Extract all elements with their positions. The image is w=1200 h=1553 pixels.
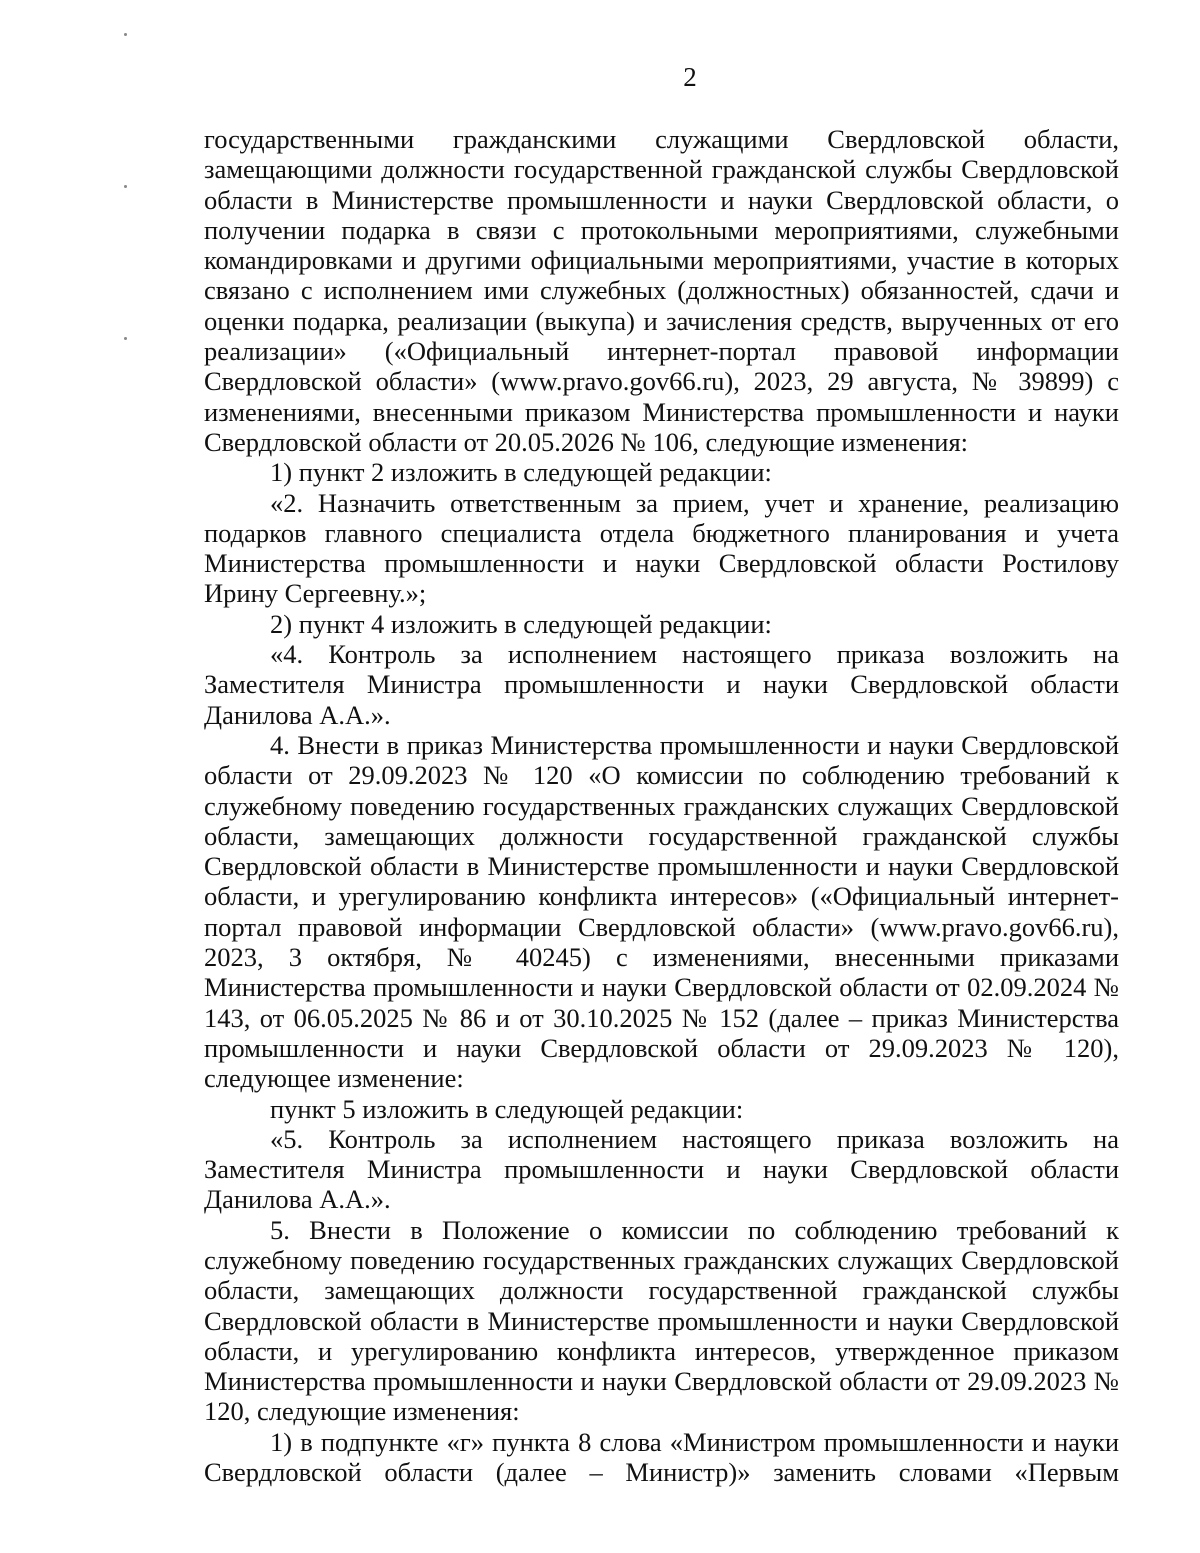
paragraph-section-5: 5. Внести в Положение о комиссии по соблюдению требований к служебному поведению государственных гражданских служащих Свердловской области, замещающих должности государственной гражданской службы Свердловской области в Министерстве промышленности и науки Свердловской области, и урегулированию конфликта интересов, утвержденное приказом Министерства промышленности и науки Свердловской области от 29.09.2023 № 120, следующие изменения: <box>204 1214 1119 1427</box>
paragraph-quote-4: «4. Контроль за исполнением настоящего приказа возложить на Заместителя Министра промышленности и науки Свердловской области Данилова А.А.». <box>204 639 1119 730</box>
paragraph-item-1: 1) пункт 2 изложить в следующей редакции: <box>270 457 772 488</box>
paragraph-item-5: пункт 5 изложить в следующей редакции: <box>270 1093 744 1124</box>
paragraph-item-2: 2) пункт 4 изложить в следующей редакции: <box>270 608 772 639</box>
paragraph-continuation: государственными гражданскими служащими Свердловской области, замещающими должности государственной гражданской службы Свердловской области в Министерстве промышленности и науки Свердловской области, о получении подарка в связи с протокольными мероприятиями, служебными командировками и другими официальными мероприятиями, участие в которых связано с исполнением ими служебных (должностных) обязанностей, сдачи и оценки подарка, реализации (выкупа) и зачисления средств, вырученных от его реализации» («Официальный интернет-портал правовой информации Свердловской области» (www.pravo.gov66.ru), 2023, 29 августа, № 39899) с изменениями, внесенными приказом Министерства промышленности и науки Свердловской области от 20.05.2026 № 106, следующие изменения: <box>204 124 1119 457</box>
scan-dot <box>124 33 127 36</box>
document-body <box>204 124 1119 1487</box>
scan-dot <box>124 337 127 340</box>
paragraph-quote-5: «5. Контроль за исполнением настоящего приказа возложить на Заместителя Министра промышленности и науки Свердловской области Данилова А.А.». <box>204 1123 1119 1215</box>
paragraph-subitem-1: 1) в подпункте «г» пункта 8 слова «Министром промышленности и науки Свердловской области (далее – Министр)» заменить словами «Первым <box>204 1426 1119 1488</box>
scan-dot <box>124 185 127 188</box>
page-number: 2 <box>683 62 697 92</box>
paragraph-quote-2: «2. Назначить ответственным за прием, учет и хранение, реализацию подарков главного специалиста отдела бюджетного планирования и учета Министерства промышленности и науки Свердловской области Ростилову Ирину Сергеевну.»; <box>204 487 1119 609</box>
paragraph-section-4: 4. Внести в приказ Министерства промышленности и науки Свердловской области от 29.09.2023 № 120 «О комиссии по соблюдению требований к служебному поведению государственных гражданских служащих Свердловской области, замещающих должности государственной гражданской службы Свердловской области в Министерстве промышленности и науки Свердловской области, и урегулированию конфликта интересов» («Официальный интернет-портал правовой информации Свердловской области» (www.pravo.gov66.ru), 2023, 3 октября, № 40245) с изменениями, внесенными приказами Министерства промышленности и науки Свердловской области от 02.09.2024 № 143, от 06.05.2025 № 86 и от 30.10.2025 № 152 (далее – приказ Министерства промышленности и науки Свердловской области от 29.09.2023 № 120), следующее изменение: <box>204 729 1119 1094</box>
